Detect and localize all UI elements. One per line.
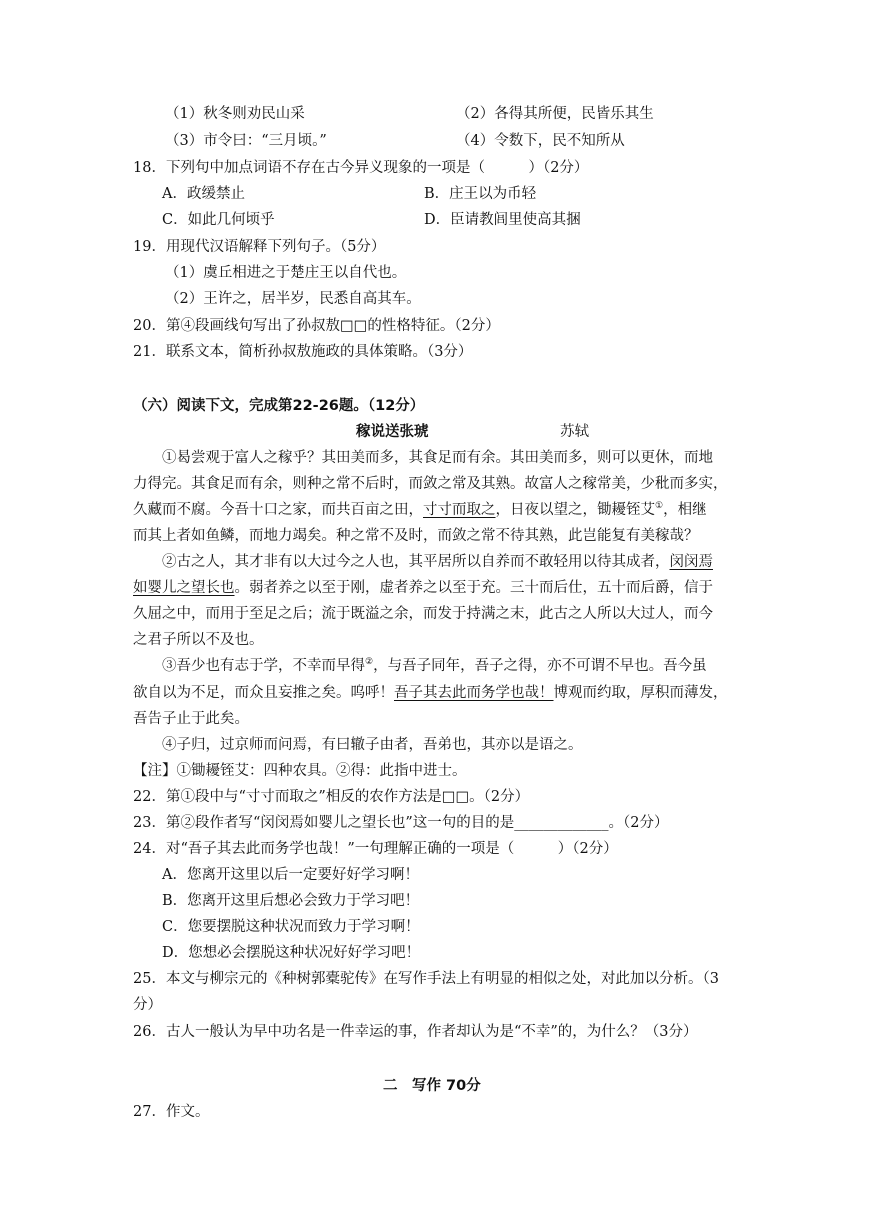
q25-line1: 25．本文与柳宗元的《种树郭橐驼传》在写作手法上有明显的相似之处，对此加以分析。（3 [133,971,719,987]
passage-p1-line3: 久藏而不腐。今吾十口之家，而共百亩之田，寸寸而取之，日夜以望之，锄耰铚艾①，相继 [133,501,707,518]
passage-p3-line3: 吾告子止于此矣。 [133,711,249,727]
passage-p3-line2: 欲自以为不足，而众且妄推之矣。呜呼！吾子其去此而务学也哉！博观而约取，厚积而薄发， [133,685,728,701]
passage-p2-line1: ②古之人，其才非有以大过今之人也，其平居所以自养而不敢轻用以待其成者，闵闵焉 [162,554,713,570]
q17-option-2: （2）各得其所便，民皆乐其生 [456,106,654,122]
underlined-phrase: 吾子其去此而务学也哉！ [394,685,554,701]
q24-option-b: B．您离开这里后想必会致力于学习吧！ [162,893,420,909]
q18-option-d: D．臣请教闾里使高其捆 [424,212,581,228]
passage-p1-line1: ①曷尝观于富人之稼乎？其田美而多，其食足而有余。其田美而多，则可以更休，而地 [162,450,713,466]
q18-option-b: B．庄王以为币轻 [424,186,537,202]
writing-heading: 二 写作 70分 [383,1078,481,1094]
passage-title: 稼说送张琥 [356,424,429,440]
q18-option-c: C．如此几何顷乎 [162,212,275,228]
q17-option-1: （1）秋冬则劝民山采 [165,106,305,122]
q27: 27．作文。 [133,1104,210,1120]
q26: 26．古人一般认为早中功名是一件幸运的事，作者却认为是“不幸”的，为什么？（3分） [133,1024,698,1040]
q18-stem: 18．下列句中加点词语不存在古今异义现象的一项是（ ）（2分） [133,160,589,176]
q20: 20．第④段画线句写出了孙叔敖□□的性格特征。（2分） [133,318,500,334]
q19-stem: 19．用现代汉语解释下列句子。（5分） [133,239,386,255]
section6-heading: （六）阅读下文，完成第22-26题。（12分） [133,398,425,414]
q21: 21．联系文本，简析孙叔敖施政的具体策略。（3分） [133,344,473,360]
q18-option-a: A．政缓禁止 [162,186,245,202]
q24-option-d: D．您想必会摆脱这种状况好好学习吧！ [162,945,421,961]
passage-p1-line4: 而其上者如鱼鳞，而地力竭矣。种之常不及时，而敛之常不待其熟，此岂能复有美稼哉？ [133,528,699,544]
passage-p3-line1: ③吾少也有志于学，不幸而早得②，与吾子同年，吾子之得，亦不可谓不早也。吾今虽 [162,657,707,674]
q17-option-3: （3）市令曰：“三月顷。” [165,133,327,149]
q24-option-a: A．您离开这里以后一定要好好学习啊！ [162,867,419,883]
q19-sentence-1: （1）虞丘相进之于楚庄王以自代也。 [165,265,407,281]
q25-line2: 分） [133,997,162,1013]
underlined-phrase: 闵闵焉 [669,554,713,570]
q24-stem: 24．对“吾子其去此而务学也哉！”一句理解正确的一项是（ ）（2分） [133,841,618,857]
passage-p2-line4: 之君子所以不及也。 [133,632,264,648]
q24-option-c: C．您要摆脱这种状况而致力于学习啊！ [162,919,420,935]
passage-p1-line2: 力得完。其食足而有余，则种之常不后时，而敛之常及其熟。故富人之稼常美，少秕而多实， [133,476,728,492]
q17-option-4: （4）令数下，民不知所从 [456,133,625,149]
passage-note: 【注】①锄耰铚艾：四种农具。②得：此指中进士。 [133,763,467,779]
q19-sentence-2: （2）王许之，居半岁，民悉自高其车。 [165,291,421,307]
underlined-phrase: 如婴儿之望长也 [133,580,235,596]
passage-author: 苏轼 [560,424,589,440]
passage-p2-line3: 久屈之中，而用于至足之后；流于既溢之余，而发于持满之末，此古之人所以大过人，而今 [133,606,713,622]
q23: 23．第②段作者写“闵闵焉如婴儿之望长也”这一句的目的是_____________。（2分） [133,815,669,831]
passage-p2-line2: 如婴儿之望长也。弱者养之以至于刚，虚者养之以至于充。三十而后仕，五十而后爵，信于 [133,580,713,596]
passage-p4: ④子归，过京师而问焉，有曰辙子由者，吾弟也，其亦以是语之。 [162,737,583,753]
q22: 22．第①段中与“寸寸而取之”相反的农作方法是□□。（2分） [133,789,530,805]
underlined-phrase: 寸寸而取之 [423,502,496,518]
